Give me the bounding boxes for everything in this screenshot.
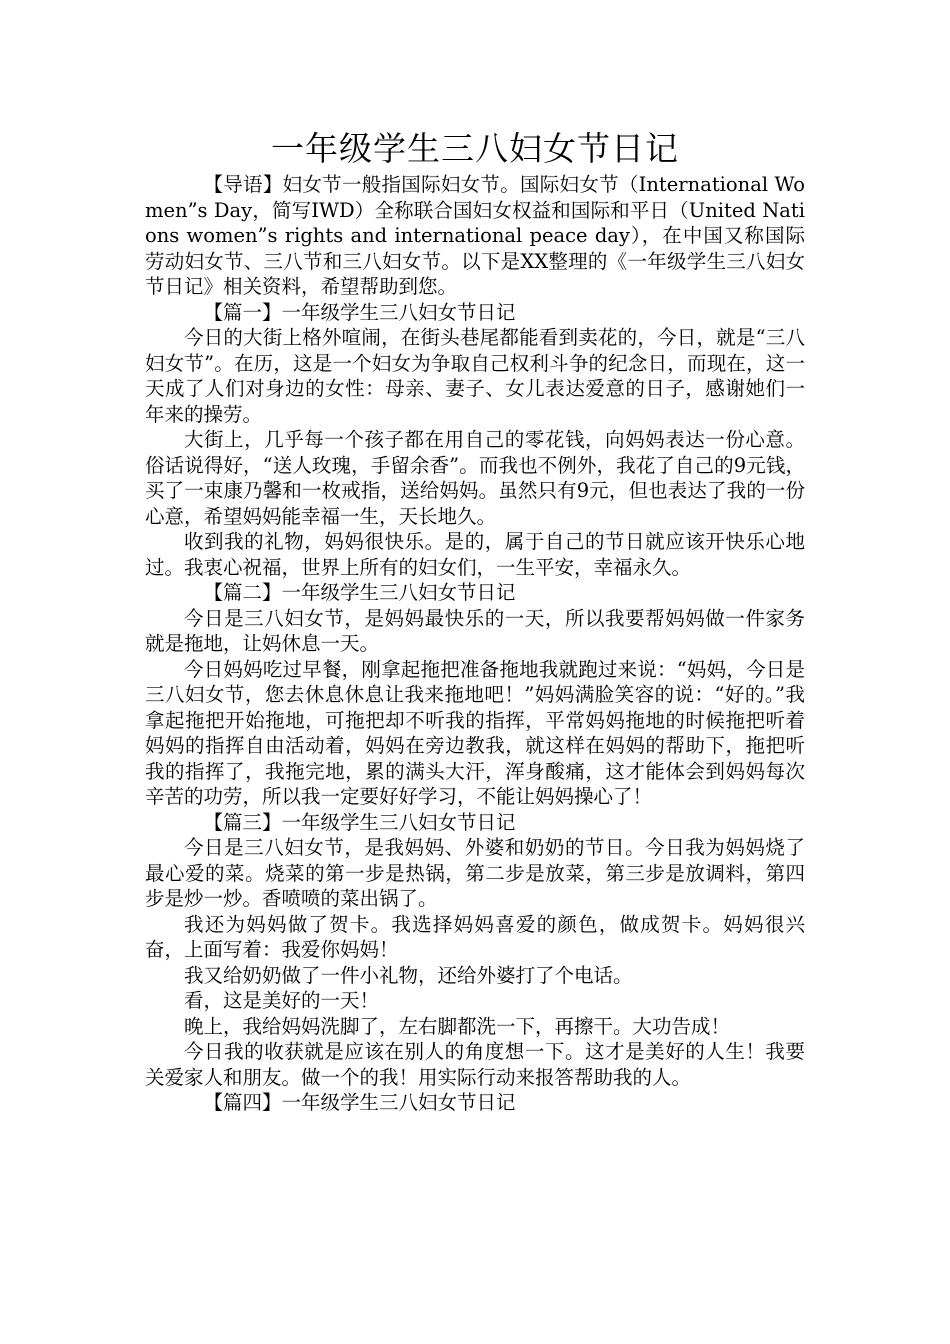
document-title: 一年级学生三八妇女节日记 xyxy=(271,129,679,168)
section-2 xyxy=(145,580,805,810)
body-paragraph: 收到我的礼物，妈妈很快乐。是的，属于自己的节日就应该开快乐心地过。我衷心祝福，世界上所有的妇女们，一生平安，幸福永久。 xyxy=(145,530,805,579)
section-heading: 【篇四】一年级学生三八妇女节日记 xyxy=(203,1091,516,1114)
section-3 xyxy=(145,810,805,1091)
section-4 xyxy=(145,1090,805,1116)
body-paragraph: 今日的大街上格外喧闹，在街头巷尾都能看到卖花的，今日，就是“三八妇女节”。在历，这是一个妇女为争取自己权利斗争的纪念日，而现在，这一天成了人们对身边的女性：母亲、妻子、女儿表达爱意的日子，感谢她们一年来的操劳。 xyxy=(145,326,805,426)
body-paragraph: 我又给奶奶做了一件小礼物，还给外婆打了个电话。 xyxy=(184,963,633,987)
section-1 xyxy=(145,300,805,581)
body-paragraph: 看，这是美好的一天！ xyxy=(184,989,380,1012)
intro-paragraph: 【导语】妇女节一般指国际妇女节。国际妇女节（International Women”s Day，简写IWD）全称联合国妇女权益和国际和平日（United Nations women”s rights and international peace day），在中国又称国际劳动妇女节、三八节和三八妇女节。以下是XX整理的《一年级学生三八妇女节日记》相关资料，希望帮助到您。 xyxy=(145,173,805,298)
body-paragraph: 今日妈妈吃过早餐，刚拿起拖把准备拖地我就跑过来说：“妈妈，今日是三八妇女节，您去休息休息让我来拖地吧！”妈妈满脸笑容的说：“好的。”我拿起拖把开始拖地，可拖把却不听我的指挥，平常妈妈拖地的时候拖把听着妈妈的指挥自由活动着，妈妈在旁边教我，就这样在妈妈的帮助下，拖把听我的指挥了，我拖完地，累的满头大汗，浑身酸痛，这才能体会到妈妈每次辛苦的功劳，所以我一定要好好学习，不能让妈妈操心了！ xyxy=(145,657,805,808)
body-paragraph: 晚上，我给妈妈洗脚了，左右脚都洗一下，再擦干。大功告成！ xyxy=(184,1014,731,1038)
body-paragraph: 我还为妈妈做了贺卡。我选择妈妈喜爱的颜色，做成贺卡。妈妈很兴奋，上面写着：我爱你妈妈！ xyxy=(145,912,805,961)
body-paragraph: 今日我的收获就是应该在别人的角度想一下。这才是美好的人生！我要关爱家人和朋友。做一个的我！用实际行动来报答帮助我的人。 xyxy=(145,1040,805,1089)
body-paragraph: 大街上，几乎每一个孩子都在用自己的零花钱，向妈妈表达一份心意。俗话说得好，“送人玫瑰，手留余香”。而我也不例外，我花了自己的9元钱，买了一束康乃馨和一枚戒指，送给妈妈。虽然只有9元，但也表达了我的一份心意，希望妈妈能幸福一生，天长地久。 xyxy=(145,428,805,528)
section-heading: 【篇三】一年级学生三八妇女节日记 xyxy=(203,810,516,834)
document-page xyxy=(145,128,805,1116)
section-heading: 【篇一】一年级学生三八妇女节日记 xyxy=(203,300,516,324)
body-paragraph: 今日是三八妇女节，是我妈妈、外婆和奶奶的节日。今日我为妈妈烧了最心爱的菜。烧菜的第一步是热锅，第二步是放菜，第三步是放调料，第四步是炒一炒。香喷喷的菜出锅了。 xyxy=(145,836,805,910)
body-paragraph: 今日是三八妇女节，是妈妈最快乐的一天，所以我要帮妈妈做一件家务就是拖地，让妈休息一天。 xyxy=(145,606,805,655)
section-heading: 【篇二】一年级学生三八妇女节日记 xyxy=(203,581,516,604)
